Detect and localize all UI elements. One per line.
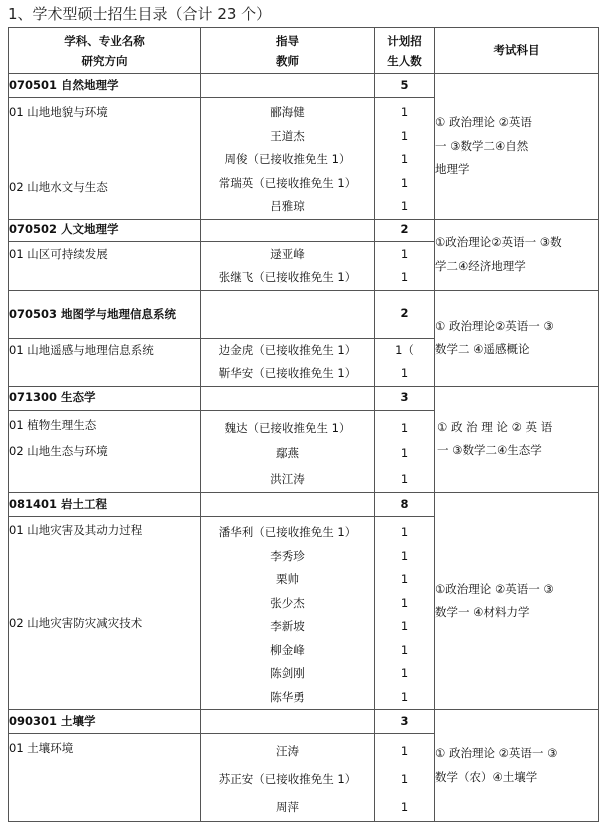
major-row [9, 290, 599, 338]
header-plan-count: 计划招 生人数 [375, 28, 435, 74]
research-direction: 01 山地遥感与地理信息系统 [9, 338, 201, 386]
major-count: 5 [375, 74, 435, 98]
exam-subjects: ① 政治理论 ②英语一 ③ 数学（农）④土壤学 [435, 710, 599, 822]
major-name: 081401 岩土工程 [9, 493, 201, 517]
enrollment-catalog-table [8, 27, 599, 822]
advisor-list: 潘华利（已接收推免生 1） 李秀珍 栗帅 张少杰 李新坡 柳金峰 陈剑刚 陈华勇 [201, 517, 375, 710]
research-direction: 01 植物生理生态 02 山地生态与环境 [9, 410, 201, 493]
exam-subjects: ①政治理论 ②英语一 ③ 数学一 ④材料力学 [435, 493, 599, 710]
major-count: 3 [375, 710, 435, 734]
header-advisor: 指导 教师 [201, 28, 375, 74]
major-name: 071300 生态学 [9, 386, 201, 410]
advisor-list: 边金虎（已接收推免生 1） 靳华安（已接收推免生 1） [201, 338, 375, 386]
major-row [9, 74, 599, 98]
major-name: 070502 人文地理学 [9, 219, 201, 241]
research-direction: 01 山区可持续发展 [9, 241, 201, 290]
plan-count-list: 1 1 1 [375, 410, 435, 493]
major-row [9, 710, 599, 734]
research-direction: 01 山地地貌与环境 02 山地水文与生态 [9, 98, 201, 220]
exam-subjects: ① 政 治 理 论 ② 英 语 一 ③数学二④生态学 [435, 386, 599, 493]
exam-subjects: ① 政治理论 ②英语 一 ③数学二④自然 地理学 [435, 74, 599, 220]
advisor-list: 汪涛 苏正安（已接收推免生 1） 周萍 [201, 734, 375, 822]
research-direction: 01 土壤环境 [9, 734, 201, 822]
advisor-list: 逯亚峰 张继飞（已接收推免生 1） [201, 241, 375, 290]
exam-subjects: ① 政治理论②英语一 ③ 数学二 ④遥感概论 [435, 290, 599, 386]
header-exam-subjects: 考试科目 [435, 28, 599, 74]
major-row [9, 386, 599, 410]
exam-subjects: ①政治理论②英语一 ③数 学二④经济地理学 [435, 219, 599, 290]
plan-count-list: 1 1 1 1 1 [375, 98, 435, 220]
major-name: 070501 自然地理学 [9, 74, 201, 98]
major-name: 070503 地图学与地理信息系统 [9, 290, 201, 338]
major-row [9, 219, 599, 241]
major-count: 2 [375, 290, 435, 338]
advisor-list: 郦海健 王道杰 周俊（已接收推免生 1） 常瑞英（已接收推免生 1） 吕雅琼 [201, 98, 375, 220]
research-direction: 01 山地灾害及其动力过程 02 山地灾害防灾减灾技术 [9, 517, 201, 710]
table-header-row [9, 28, 599, 74]
major-row [9, 493, 599, 517]
header-major-direction: 学科、专业名称 研究方向 [9, 28, 201, 74]
major-count: 2 [375, 219, 435, 241]
major-count: 3 [375, 386, 435, 410]
plan-count-list: 1 1 [375, 241, 435, 290]
major-count: 8 [375, 493, 435, 517]
plan-count-list: 1 1 1 1 1 1 1 1 [375, 517, 435, 710]
advisor-list: 魏达（已接收推免生 1） 鄢燕 洪江涛 [201, 410, 375, 493]
plan-count-list: 1（ 1 [375, 338, 435, 386]
major-name: 090301 土壤学 [9, 710, 201, 734]
plan-count-list: 1 1 1 [375, 734, 435, 822]
page-title: 1、学术型硕士招生目录（合计 23 个） [8, 5, 272, 23]
